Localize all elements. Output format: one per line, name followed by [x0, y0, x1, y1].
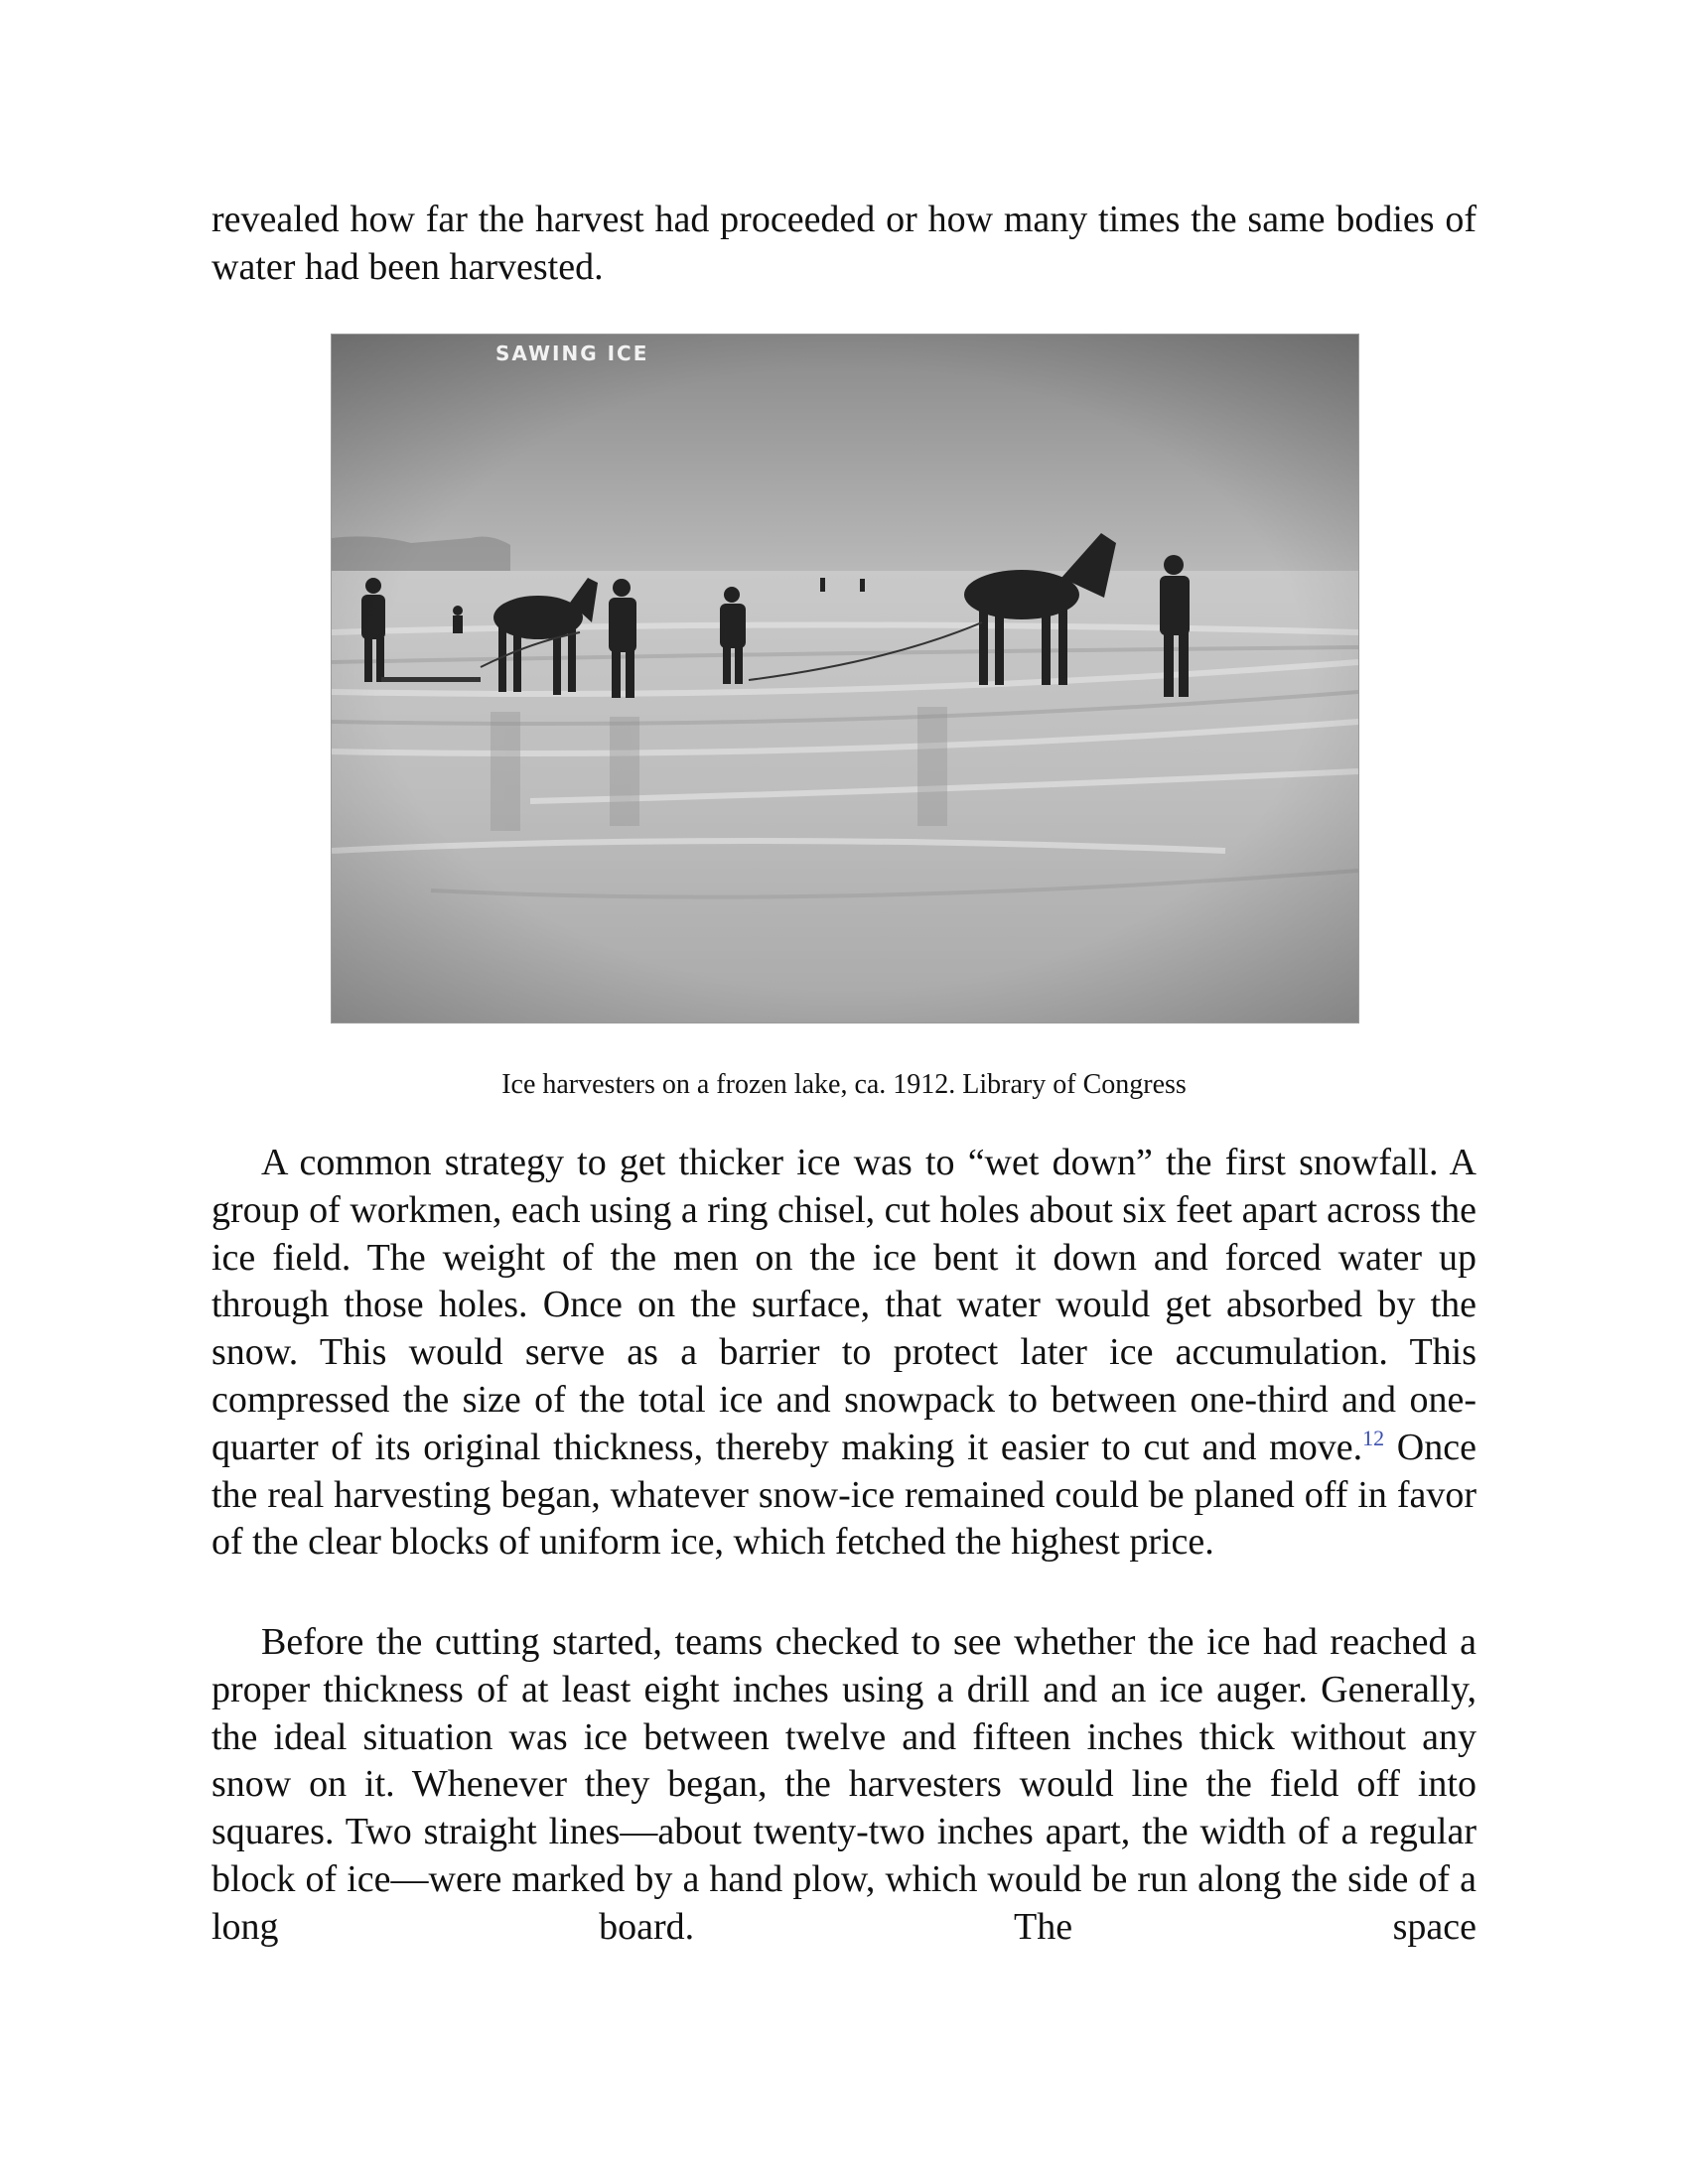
- paragraph-1-text-cont: Once the real harvesting began, whatever snow-ice remained could be planed off in favor of the clear blocks of uniform ice, which fetched the highest price.: [211, 1426, 1477, 1564]
- figure-caption: Ice harvesters on a frozen lake, ca. 1912. Library of Congress: [501, 1069, 1187, 1100]
- continued-paragraph: revealed how far the harvest had proceeded or how many times the same bodies of water had been harvested.: [211, 199, 1477, 288]
- ice-harvest-photo: [331, 334, 1359, 1024]
- footnote-ref-12[interactable]: 12: [1362, 1425, 1385, 1450]
- paragraph-1-text: A common strategy to get thicker ice was to “wet down” the first snowfall. A group of workmen, each using a ring chisel, cut holes about six feet apart across the ice field. The weight of the men on the ice bent it down and forced water up through those holes. Once on the surface, that water would get absorbed by the snow. This would serve as a barrier to protect later ice accumulation. This compressed the size of the total ice and snowpack to between one-third and one-quarter of its original thickness, thereby making it easier to cut and move.: [211, 1142, 1477, 1468]
- photo-inscription: SAWING ICE: [495, 341, 649, 365]
- paragraph-cutting: Before the cutting started, teams checked to see whether the ice had reached a proper thickness of at least eight inches using a drill and an ice auger. Generally, the ideal situation was ice between twelve and fifteen inches thick without any snow on it. Whenever they began, the harvesters would line the field off into squares. Two straight lines—about twenty-two inches apart, the width of a regular block of ice—were marked by a hand plow, which would be run along the side of a long board. The space: [211, 1621, 1477, 1948]
- paragraph-wet-down: [211, 1140, 1477, 1567]
- photo-illustration: [332, 335, 1358, 1023]
